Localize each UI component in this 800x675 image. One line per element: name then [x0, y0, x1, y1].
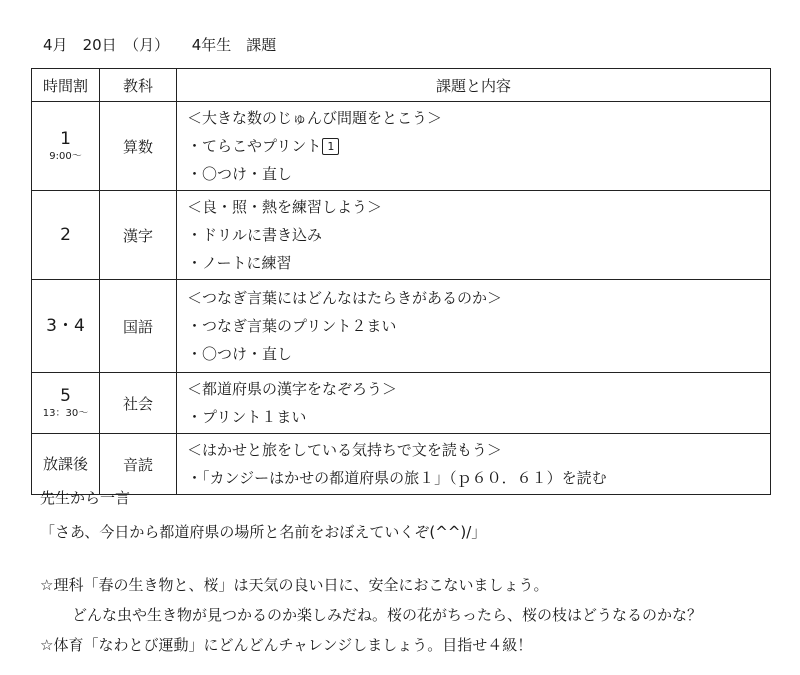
task-item: ・「カンジーはかせの都道府県の旅１」（ｐ６０．６１）を読む	[187, 469, 607, 487]
period-number: 2	[60, 224, 71, 245]
period-number: 5	[60, 386, 71, 407]
task-heading: ＜良・照・熱を練習しよう＞	[187, 198, 383, 216]
period-time: 13：30～	[42, 407, 89, 419]
period-cell	[32, 434, 100, 495]
table-row	[32, 102, 771, 191]
schedule-table	[31, 68, 771, 495]
period-cell	[32, 102, 100, 191]
teacher-note-message: 「さあ、今日から都道府県の場所と名前をおぼえていくぞ(^^)/」	[40, 523, 487, 541]
task-item-text: ・てらこやプリント	[187, 137, 322, 155]
task-heading: ＜つなぎ言葉にはどんなはたらきがあるのか＞	[187, 289, 503, 307]
teacher-note-title: 先生から一言	[40, 489, 131, 507]
period-number: 放課後	[42, 454, 88, 473]
period-cell	[32, 280, 100, 373]
header-period: 時間割	[32, 69, 100, 102]
period-time: 9:00～	[49, 150, 82, 162]
subject-cell: 国語	[100, 280, 177, 373]
table-header-row	[32, 69, 771, 102]
subject-cell: 音読	[100, 434, 177, 495]
content-cell	[177, 102, 771, 191]
task-item: ・つなぎ言葉のプリント２まい	[187, 317, 397, 335]
period-cell	[32, 191, 100, 280]
content-cell	[177, 434, 771, 495]
content-cell	[177, 280, 771, 373]
content-cell	[177, 191, 771, 280]
task-item: ・ドリルに書き込み	[187, 226, 323, 244]
table-row	[32, 191, 771, 280]
science-note: ☆理科「春の生き物と、桜」は天気の良い日に、安全におこないましょう。	[40, 576, 549, 594]
header-subject: 教科	[100, 69, 177, 102]
task-item: ・ノートに練習	[187, 254, 292, 272]
table-row	[32, 280, 771, 373]
date-month: 4月	[43, 36, 68, 54]
grade-title: 4年生 課題	[191, 36, 277, 54]
table-row	[32, 434, 771, 495]
subject-cell: 社会	[100, 373, 177, 434]
task-heading: ＜都道府県の漢字をなぞろう＞	[187, 380, 398, 398]
table-row	[32, 373, 771, 434]
content-cell	[177, 373, 771, 434]
subject-cell: 算数	[100, 102, 177, 191]
circled-number-icon: 1	[322, 138, 339, 155]
page-header	[43, 34, 276, 55]
period-number: 1	[60, 129, 71, 150]
task-item: ・〇つけ・直し	[187, 165, 293, 183]
date-weekday: （月）	[131, 36, 162, 54]
task-heading: ＜はかせと旅をしている気持ちで文を読もう＞	[187, 441, 502, 459]
period-cell	[32, 373, 100, 434]
science-note-followup: どんな虫や生き物が見つかるのか楽しみだね。桜の花がちったら、桜の枝はどうなるのかな？	[72, 606, 703, 624]
pe-note: ☆体育「なわとび運動」にどんどんチャレンジしましょう。目指せ４級！	[40, 636, 533, 654]
task-item	[187, 132, 770, 160]
task-item: ・プリント１まい	[187, 408, 307, 426]
header-content: 課題と内容	[177, 69, 771, 102]
task-item: ・〇つけ・直し	[187, 345, 293, 363]
date-day: 20日	[82, 36, 117, 54]
task-heading: ＜大きな数のじゅんび問題をとこう＞	[187, 109, 443, 127]
subject-cell: 漢字	[100, 191, 177, 280]
period-number: 3・4	[46, 315, 85, 336]
